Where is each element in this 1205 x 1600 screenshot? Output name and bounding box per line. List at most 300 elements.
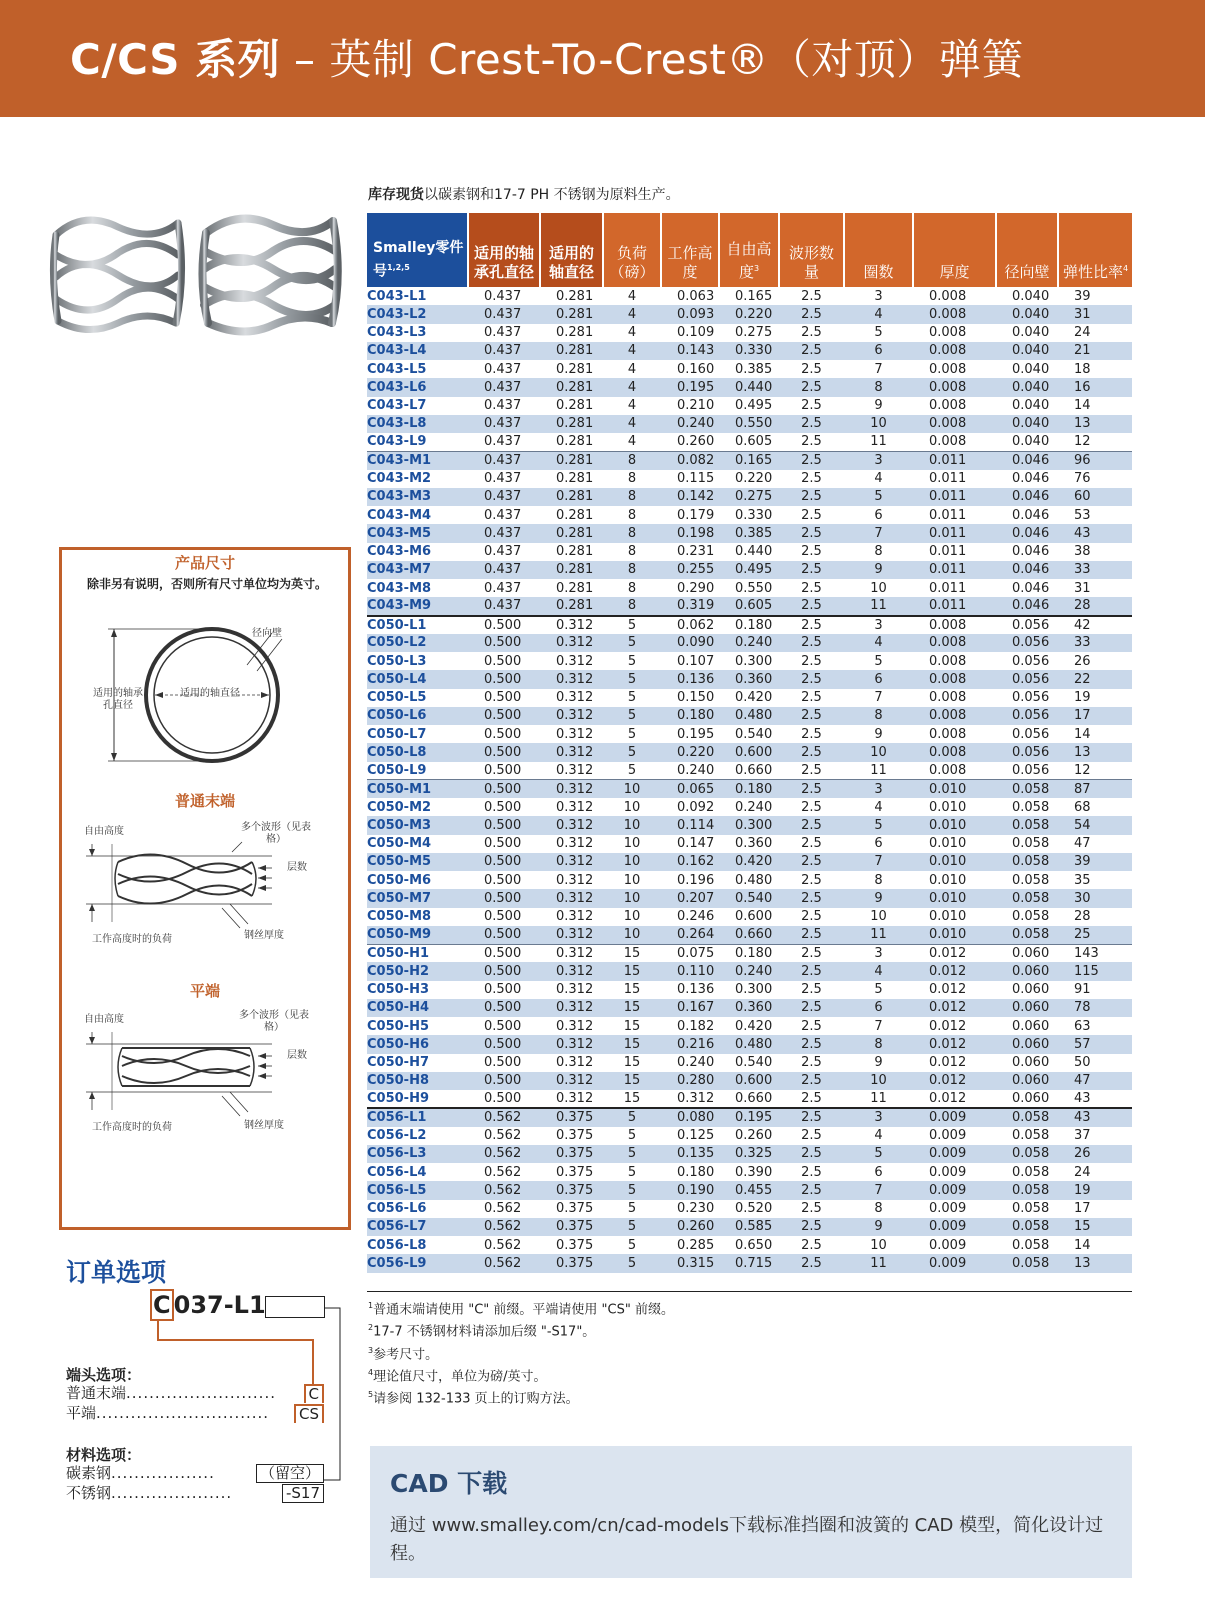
end-option-plain-code: C (304, 1384, 324, 1403)
order-code-rest: 037-L1 (173, 1291, 266, 1319)
table-cell: 0.246 (677, 909, 715, 925)
table-cell: 0.060 (1012, 945, 1050, 961)
table-cell: 0.375 (540, 1181, 603, 1199)
table-cell: 5 (603, 670, 661, 688)
table-cell: 0.280 (661, 1072, 719, 1090)
table-cell: 37 (1074, 1128, 1091, 1144)
table-cell: 0.114 (661, 816, 719, 834)
table-cell: 0.480 (719, 707, 779, 725)
table-cell: 0.600 (719, 1072, 779, 1090)
table-cell: 0.080 (661, 1108, 719, 1126)
table-cell: 4 (627, 361, 637, 377)
table-cell: 0.011 (929, 507, 967, 523)
table-cell: 6 (874, 1164, 883, 1180)
table-cell: 5 (874, 653, 883, 669)
table-cell: 0.012 (913, 1090, 996, 1108)
stock-note: 库存现货以碳素钢和17-7 PH 不锈钢为原料生产。 (368, 187, 680, 203)
column-header: 径向壁 (996, 213, 1058, 287)
table-cell: 0.160 (677, 361, 715, 377)
table-cell: 0.082 (661, 451, 719, 469)
column-header: 厚度 (913, 213, 996, 287)
table-cell: 8 (627, 580, 637, 596)
table-cell: 0.540 (735, 1055, 773, 1071)
table-cell: 2.5 (801, 471, 822, 487)
table-cell: 2.5 (801, 1164, 822, 1180)
table-cell: 0.315 (661, 1254, 719, 1272)
table-cell: 10 (623, 872, 641, 888)
table-cell: 4 (627, 398, 637, 414)
table-cell: 0.312 (556, 909, 594, 925)
order-code-prefix: C (150, 1289, 174, 1321)
part-number-cell: C050-M6 (367, 872, 432, 888)
table-cell: 0.046 (996, 597, 1058, 615)
table-cell: 0.012 (913, 1072, 996, 1090)
table-cell: 0.058 (996, 926, 1058, 944)
table-cell: 0.281 (556, 325, 594, 341)
part-number-cell: C050-L2 (367, 634, 468, 652)
table-cell: 0.300 (735, 653, 773, 669)
table-cell: 0.011 (913, 451, 996, 469)
table-cell: 0.190 (661, 1181, 719, 1199)
part-number-cell: C050-M5 (367, 853, 468, 871)
table-cell: 0.437 (468, 524, 540, 542)
table-cell: 0.008 (913, 378, 996, 396)
table-cell: 0.231 (677, 544, 715, 560)
table-cell: 21 (1058, 342, 1132, 360)
table-cell: 26 (1058, 1145, 1132, 1163)
table-cell: 2.5 (779, 342, 844, 360)
table-cell: 0.008 (929, 325, 967, 341)
table-cell: 0.437 (484, 544, 522, 560)
table-cell: 19 (1058, 1181, 1132, 1199)
table-cell: 2.5 (801, 288, 822, 304)
table-cell: 0.375 (540, 1108, 603, 1126)
table-cell: 0.107 (677, 653, 715, 669)
table-cell: 8 (874, 544, 883, 560)
footnote: $^5$请参阅 132-133 页上的订购方法。 (368, 1390, 579, 1407)
table-cell: 0.600 (735, 909, 773, 925)
table-cell: 0.008 (913, 670, 996, 688)
table-cell: 10 (603, 926, 661, 944)
table-cell: 0.312 (540, 1072, 603, 1090)
table-cell: 4 (627, 325, 637, 341)
table-cell: 0.056 (996, 707, 1058, 725)
table-cell: 5 (844, 1145, 913, 1163)
table-cell: 8 (603, 524, 661, 542)
table-cell: 0.040 (1012, 398, 1050, 414)
table-cell: 0.008 (913, 743, 996, 761)
part-number-cell: C050-L7 (367, 726, 427, 742)
table-cell: 0.008 (913, 433, 996, 451)
table-cell: 11 (844, 1090, 913, 1108)
table-cell: 0.011 (913, 561, 996, 579)
part-number-cell: C056-L4 (367, 1164, 427, 1180)
table-cell: 0.058 (996, 1181, 1058, 1199)
table-cell: 0.220 (719, 305, 779, 323)
table-cell: 0.312 (540, 780, 603, 798)
table-cell: 8 (603, 597, 661, 615)
table-cell: 0.008 (929, 653, 967, 669)
table-cell: 0.010 (929, 872, 967, 888)
column-header: 工作高度 (661, 213, 719, 287)
table-cell: 4 (844, 305, 913, 323)
table-cell: 0.180 (677, 1164, 715, 1180)
table-cell: 6 (874, 507, 883, 523)
material-options-heading: 材料选项： (66, 1446, 142, 1464)
table-cell: 0.046 (996, 451, 1058, 469)
table-cell: 10 (844, 743, 913, 761)
table-cell: 0.285 (677, 1237, 715, 1253)
part-number-cell: C050-L8 (367, 743, 468, 761)
table-cell: 0.312 (540, 670, 603, 688)
table-cell: 0.455 (719, 1181, 779, 1199)
table-cell: 5 (603, 634, 661, 652)
table-cell: 50 (1074, 1055, 1091, 1071)
plain-end-title: 普通末端 (174, 792, 235, 810)
table-cell: 0.500 (468, 670, 540, 688)
table-cell: 39 (1074, 288, 1091, 304)
table-cell: 0.136 (661, 670, 719, 688)
table-cell: 2.5 (779, 305, 844, 323)
table-cell: 2.5 (779, 451, 844, 469)
table-cell: 0.012 (929, 945, 967, 961)
table-cell: 0.500 (468, 1072, 540, 1090)
table-cell: 9 (874, 726, 883, 742)
table-cell: 0.010 (913, 926, 996, 944)
table-cell: 0.008 (929, 361, 967, 377)
table-cell: 0.012 (913, 962, 996, 980)
table-cell: 0.060 (996, 1035, 1058, 1053)
table-cell: 15 (603, 1035, 661, 1053)
table-cell: 8 (844, 1035, 913, 1053)
table-cell: 10 (623, 909, 641, 925)
table-cell: 0.562 (468, 1254, 540, 1272)
table-cell: 0.437 (468, 597, 540, 615)
table-cell: 11 (844, 597, 913, 615)
part-number-cell: C050-L5 (367, 690, 427, 706)
table-cell: 78 (1058, 999, 1132, 1017)
footnote: $^2$17-7 不锈钢材料请添加后缀 "-S17"。 (368, 1323, 596, 1340)
part-number-cell: C043-L6 (367, 378, 468, 396)
footnote: $^1$普通末端请使用 "C" 前缀。平端请使用 "CS" 前缀。 (368, 1301, 674, 1318)
table-cell: 18 (1074, 361, 1091, 377)
page-title: C/CS 系列 – 英制 Crest-To-Crest®（对顶）弹簧 (70, 35, 1024, 84)
table-cell: 0.660 (719, 1090, 779, 1108)
table-cell: 0.375 (540, 1254, 603, 1272)
table-cell: 0.058 (1012, 799, 1050, 815)
plain-turns-label: 层数 (287, 862, 307, 873)
table-cell: 6 (844, 999, 913, 1017)
table-cell: 0.562 (468, 1181, 540, 1199)
table-cell: 0.046 (1012, 507, 1050, 523)
table-cell: 0.275 (735, 325, 773, 341)
table-cell: 0.040 (996, 378, 1058, 396)
part-number-cell: C050-H9 (367, 1090, 468, 1108)
table-cell: 4 (603, 433, 661, 451)
footnote: $^3$参考尺寸。 (368, 1345, 439, 1362)
table-cell: 15 (603, 1090, 661, 1108)
table-cell: 7 (874, 361, 883, 377)
table-cell: 0.437 (484, 398, 522, 414)
table-cell: 0.437 (468, 433, 540, 451)
table-cell: 0.605 (719, 597, 779, 615)
table-cell: 0.281 (556, 580, 594, 596)
table-cell: 9 (844, 561, 913, 579)
table-cell: 0.008 (929, 726, 967, 742)
table-cell: 5 (627, 653, 637, 669)
table-cell: 0.008 (913, 762, 996, 780)
table-cell: 96 (1058, 451, 1132, 469)
table-cell: 17 (1074, 1201, 1091, 1217)
table-cell: 0.008 (913, 634, 996, 652)
table-cell: 0.165 (719, 451, 779, 469)
table-cell: 0.058 (996, 1218, 1058, 1236)
table-cell: 24 (1074, 325, 1091, 341)
table-cell: 4 (603, 342, 661, 360)
table-cell: 0.150 (677, 690, 715, 706)
table-cell: 9 (874, 398, 883, 414)
material-option-stainless-code: -S17 (282, 1484, 324, 1503)
part-number-cell: C050-M3 (367, 816, 468, 834)
table-cell: 4 (603, 305, 661, 323)
table-cell: 0.011 (913, 597, 996, 615)
table-cell: 0.500 (468, 889, 540, 907)
table-cell: 2.5 (779, 415, 844, 433)
part-number-cell: C043-L4 (367, 342, 468, 360)
column-header: 波形数量 (779, 213, 844, 287)
table-cell: 0.092 (677, 799, 715, 815)
part-number-cell: C050-H3 (367, 982, 429, 998)
table-cell: 0.300 (735, 982, 773, 998)
table-cell: 31 (1074, 580, 1091, 596)
table-cell: 0.375 (556, 1128, 594, 1144)
table-cell: 2.5 (779, 1218, 844, 1236)
plain-multi-wave-label: 多个波形（见表格） (241, 822, 311, 845)
table-cell: 0.264 (661, 926, 719, 944)
part-number-cell: C050-M7 (367, 889, 468, 907)
table-cell: 0.093 (661, 305, 719, 323)
table-cell: 2.5 (779, 524, 844, 542)
table-cell: 0.562 (484, 1128, 522, 1144)
table-cell: 4 (844, 962, 913, 980)
table-cell: 5 (627, 690, 637, 706)
table-cell: 43 (1058, 524, 1132, 542)
table-cell: 0.281 (540, 524, 603, 542)
table-cell: 2.5 (801, 690, 822, 706)
table-cell: 0.196 (677, 872, 715, 888)
table-cell: 42 (1074, 617, 1091, 633)
dims-title: 产品尺寸 (174, 554, 235, 572)
part-number-cell: C043-L5 (367, 361, 427, 377)
table-cell: 0.437 (468, 378, 540, 396)
table-cell: 0.500 (484, 617, 522, 633)
part-number-cell: C043-M6 (367, 544, 432, 560)
table-cell: 2.5 (801, 836, 822, 852)
table-cell: 0.012 (929, 982, 967, 998)
table-cell: 0.500 (484, 982, 522, 998)
table-cell: 5 (603, 743, 661, 761)
table-cell: 11 (844, 433, 913, 451)
table-cell: 0.562 (484, 1164, 522, 1180)
table-cell: 0.437 (468, 305, 540, 323)
table-cell: 39 (1058, 853, 1132, 871)
table-cell: 13 (1058, 415, 1132, 433)
table-cell: 0.312 (540, 1090, 603, 1108)
table-cell: 7 (874, 1018, 883, 1034)
table-cell: 0.281 (540, 561, 603, 579)
part-number-cell: C050-H8 (367, 1072, 468, 1090)
table-cell: 28 (1074, 909, 1091, 925)
table-cell: 10 (870, 580, 887, 596)
table-cell: 2.5 (779, 853, 844, 871)
table-cell: 0.216 (661, 1035, 719, 1053)
table-cell: 0.230 (677, 1201, 715, 1217)
table-cell: 28 (1058, 597, 1132, 615)
table-cell: 5 (603, 1108, 661, 1126)
table-cell: 0.440 (719, 378, 779, 396)
flat-end-title: 平端 (189, 982, 220, 1000)
table-cell: 0.312 (540, 743, 603, 761)
table-cell: 2.5 (801, 909, 822, 925)
table-cell: 0.040 (996, 415, 1058, 433)
dims-subtitle: 除非另有说明，否则所有尺寸单位均为英寸。 (86, 577, 327, 591)
table-cell: 7 (844, 1181, 913, 1199)
table-cell: 2.5 (801, 617, 822, 633)
table-cell: 0.500 (468, 762, 540, 780)
table-cell: 0.281 (540, 305, 603, 323)
cad-title: CAD 下载 (390, 1469, 508, 1498)
table-cell: 0.009 (913, 1181, 996, 1199)
table-cell: 0.375 (556, 1201, 594, 1217)
part-number-cell: C050-L4 (367, 670, 468, 688)
table-cell: 0.375 (540, 1218, 603, 1236)
table-cell: 0.437 (468, 561, 540, 579)
table-cell: 8 (603, 451, 661, 469)
table-cell: 8 (627, 507, 637, 523)
table-cell: 0.500 (468, 1090, 540, 1108)
flat-turns-label: 层数 (287, 1050, 307, 1061)
table-cell: 0.255 (661, 561, 719, 579)
table-cell: 0.500 (468, 853, 540, 871)
table-cell: 0.009 (913, 1108, 996, 1126)
table-cell: 0.135 (661, 1145, 719, 1163)
table-cell: 2.5 (779, 561, 844, 579)
table-cell: 0.312 (556, 726, 594, 742)
table-cell: 0.010 (913, 816, 996, 834)
table-cell: 0.090 (661, 634, 719, 652)
table-cell: 0.500 (484, 945, 522, 961)
table-cell: 0.500 (468, 1035, 540, 1053)
table-cell: 5 (874, 325, 883, 341)
table-cell: 0.008 (929, 288, 967, 304)
table-cell: 7 (844, 524, 913, 542)
table-cell: 143 (1074, 945, 1099, 961)
table-cell: 0.056 (1012, 690, 1050, 706)
table-cell: 0.550 (719, 415, 779, 433)
cad-text: 通过 www.smalley.com/cn/cad-models下载标准挡圈和波簧的 CAD 模型，简化设计过程。 (390, 1515, 1104, 1564)
table-cell: 0.046 (1012, 471, 1050, 487)
table-cell: 0.056 (996, 670, 1058, 688)
table-cell: 0.058 (1012, 872, 1050, 888)
footnote: $^4$理论值尺寸，单位为磅/英寸。 (368, 1367, 547, 1385)
table-cell: 0.312 (540, 1035, 603, 1053)
table-cell: 2.5 (779, 433, 844, 451)
table-cell: 0.012 (929, 1018, 967, 1034)
table-cell: 13 (1058, 1254, 1132, 1272)
table-cell: 5 (844, 488, 913, 506)
table-cell: 0.165 (735, 288, 773, 304)
table-cell: 0.312 (556, 799, 594, 815)
table-cell: 0.220 (735, 471, 773, 487)
table-cell: 0.500 (468, 634, 540, 652)
table-cell: 15 (1058, 1218, 1132, 1236)
table-cell: 0.300 (719, 816, 779, 834)
table-cell: 0.060 (1012, 1055, 1050, 1071)
table-cell: 14 (1074, 398, 1091, 414)
table-cell: 0.058 (996, 853, 1058, 871)
table-cell: 8 (844, 378, 913, 396)
radial-wall-label: 径向壁 (252, 628, 282, 639)
table-cell: 0.009 (913, 1145, 996, 1163)
table-cell: 2.5 (779, 1090, 844, 1108)
table-cell: 0.058 (1012, 1201, 1050, 1217)
plain-thickness-label: 钢丝厚度 (244, 930, 284, 941)
table-cell: 2.5 (779, 962, 844, 980)
table-cell: 0.220 (661, 743, 719, 761)
table-cell: 19 (1074, 690, 1091, 706)
column-header: 适用的轴直径 (540, 213, 603, 287)
table-cell: 0.060 (1012, 982, 1050, 998)
table-cell: 8 (603, 488, 661, 506)
column-header: 负荷（磅） (603, 213, 661, 287)
table-cell: 2.5 (801, 1201, 822, 1217)
part-number-cell: C043-L7 (367, 398, 427, 414)
table-cell: 0.420 (719, 853, 779, 871)
part-number-cell: C050-M9 (367, 926, 468, 944)
table-cell: 0.060 (996, 999, 1058, 1017)
table-cell: 0.109 (677, 325, 715, 341)
part-number-cell: C050-M8 (367, 909, 432, 925)
table-cell: 2.5 (801, 544, 822, 560)
flat-multi-wave-label: 多个波形（见表格） (239, 1010, 309, 1033)
table-cell: 10 (603, 816, 661, 834)
table-cell: 0.312 (556, 1018, 594, 1034)
part-number-cell: C043-M8 (367, 580, 432, 596)
cad-link[interactable]: www.smalley.com/cn/cad-models (431, 1515, 729, 1536)
table-cell: 15 (603, 1072, 661, 1090)
table-cell: 0.060 (1012, 1018, 1050, 1034)
table-cell: 0.056 (1012, 726, 1050, 742)
table-cell: 4 (874, 471, 883, 487)
table-cell: 2.5 (779, 1072, 844, 1090)
table-cell: 0.437 (484, 361, 522, 377)
part-number-cell: C043-L8 (367, 415, 468, 433)
table-cell: 15 (623, 1018, 641, 1034)
table-cell: 2.5 (779, 816, 844, 834)
table-cell: 0.500 (468, 707, 540, 725)
table-cell: 0.500 (468, 743, 540, 761)
table-cell: 5 (627, 1237, 637, 1253)
table-cell: 0.240 (719, 634, 779, 652)
table-cell: 0.562 (484, 1237, 522, 1253)
table-cell: 0.011 (929, 471, 967, 487)
table-cell: 5 (627, 1164, 637, 1180)
table-cell: 0.312 (556, 945, 594, 961)
table-cell: 0.500 (484, 872, 522, 888)
table-cell: 0.312 (540, 634, 603, 652)
table-cell: 0.281 (556, 398, 594, 414)
table-cell: 10 (603, 889, 661, 907)
